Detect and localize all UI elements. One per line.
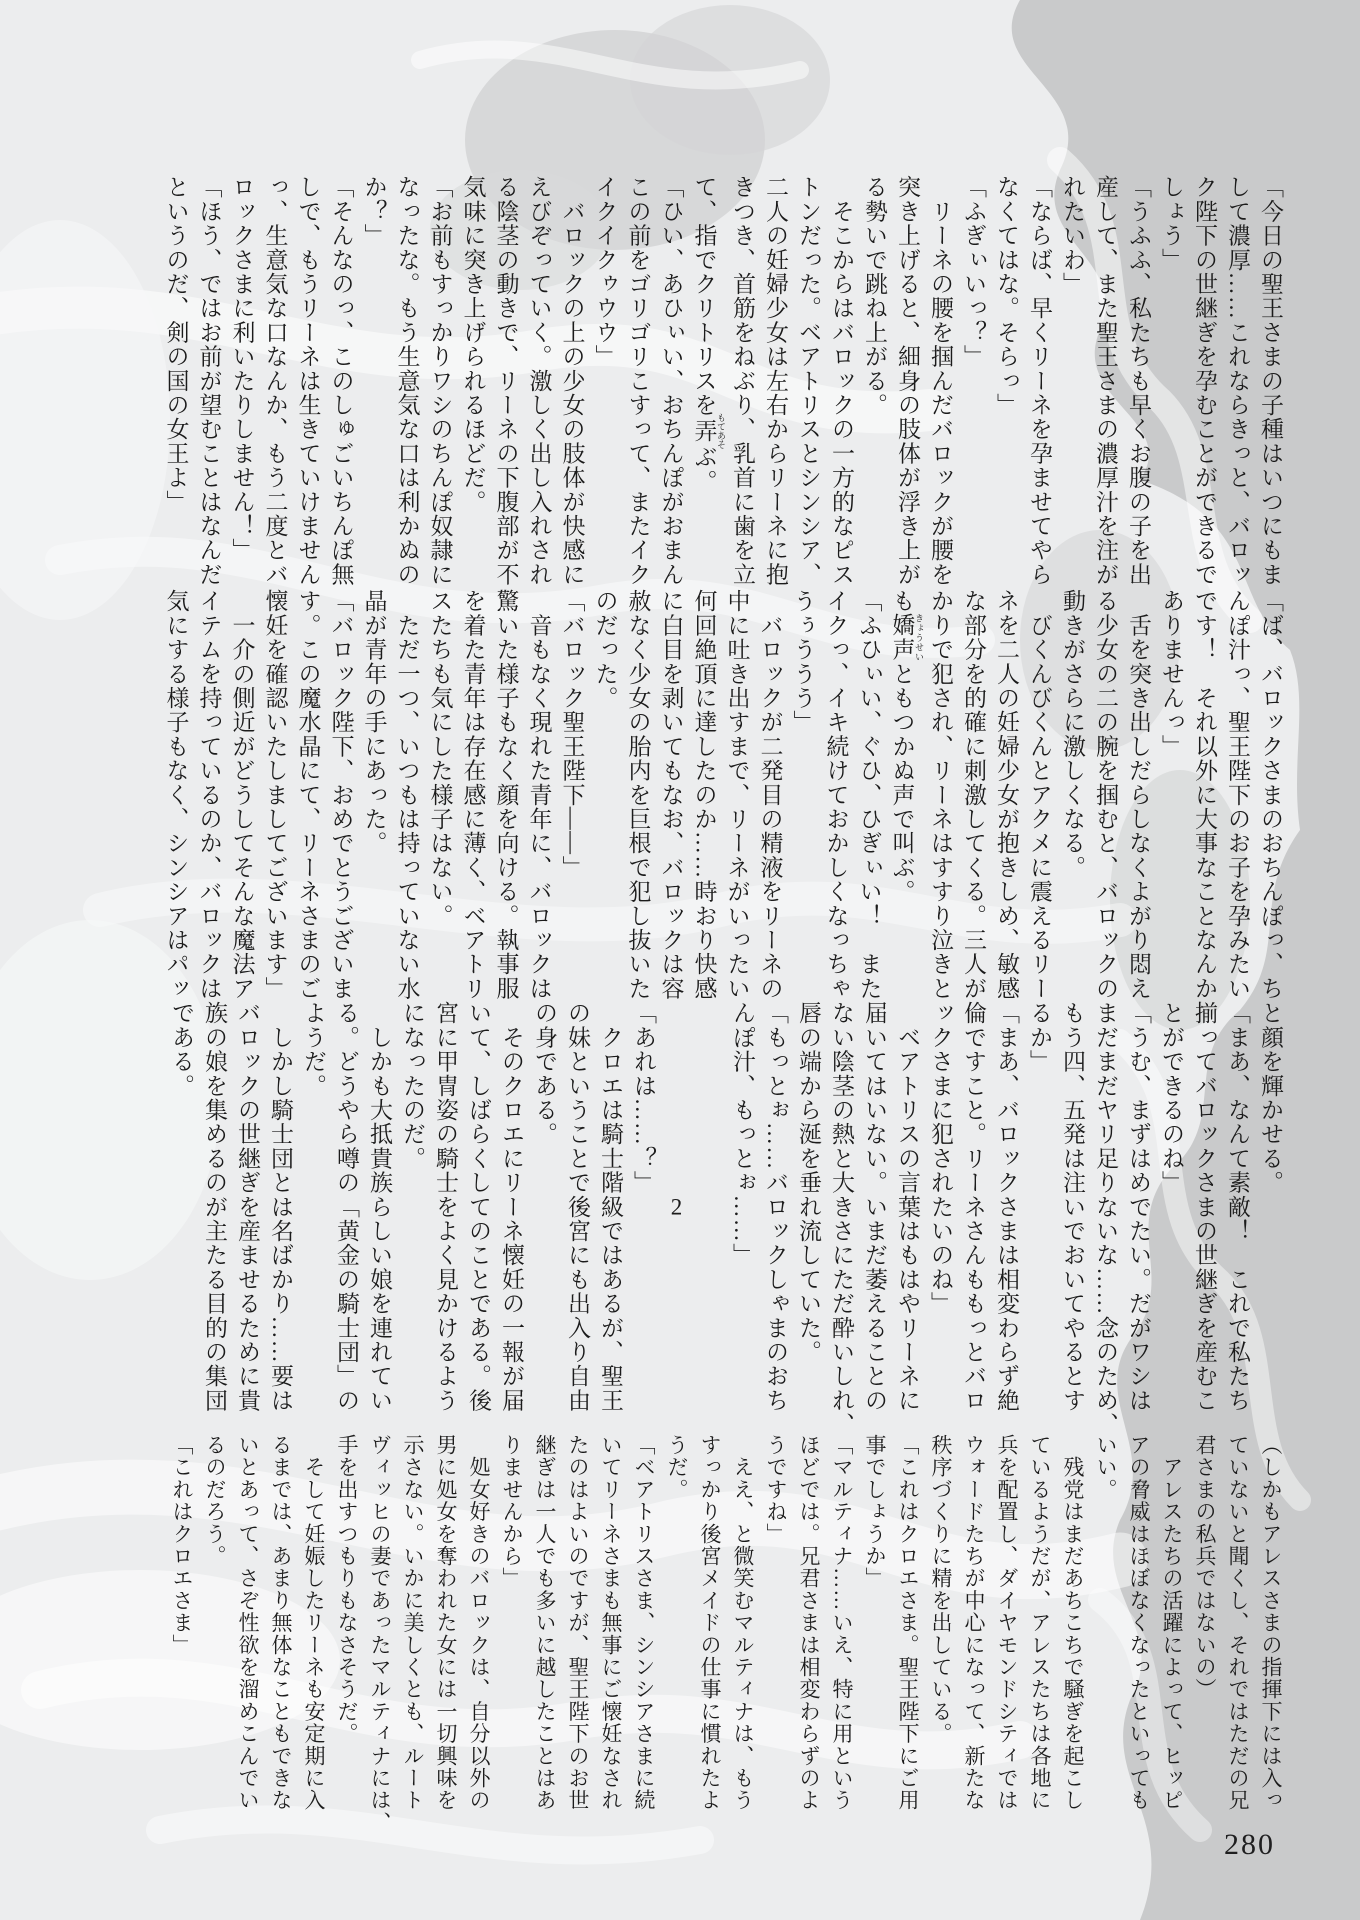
text-column: 「ふぎぃいっ？」 <box>961 175 986 369</box>
text-column: の妹ということで後宮にも出入り自由 <box>565 1001 590 1413</box>
text-column: そのクロエにリーネ懐妊の一報が届 <box>499 1001 524 1413</box>
text-column: （しかもアレスさまの指揮下には入っ <box>1259 1434 1283 1812</box>
text-column: ウォードたちが中心になって、新たな <box>962 1434 986 1812</box>
text-column: 「ほう、ではお前が望むことはなんだ <box>196 175 222 587</box>
text-column: アの脅威はほぼなくなったといっても <box>1127 1434 1151 1812</box>
text-column: ているようだが、アレスたちは各地に <box>1028 1434 1052 1812</box>
text-column: 示さない。いかに美しくとも、ルート <box>401 1434 425 1812</box>
page-number: 280 <box>1224 1828 1275 1861</box>
text-column: しかし騎士団とは名ばかり……要は <box>268 1001 293 1413</box>
text-column: 「お前もすっかりワシのちんぽ奴隷に <box>427 175 453 587</box>
text-column: 倫ですこと。リーネさんももっとバロ <box>961 1001 986 1413</box>
text-column: 「これはクロエさま」 <box>170 1434 194 1656</box>
text-column: きつき、首筋をねぶり、乳首に歯を立 <box>730 175 755 587</box>
text-column: りませんから」 <box>500 1434 524 1590</box>
text-column: 中に吐き出すまで、リーネがいったい <box>724 589 750 1001</box>
text-column: な部分を的確に刺激してくる。三人が <box>961 589 986 1001</box>
text-column: 処女好きのバロックは、自分以外の <box>467 1434 491 1812</box>
text-column: るのだろう。 <box>203 1434 227 1568</box>
text-column: 晶が青年の手にあった。 <box>361 589 387 856</box>
text-column: るか」 <box>1027 1001 1052 1074</box>
text-column: 二人の妊婦少女は左右からリーネに抱 <box>763 175 788 587</box>
text-column <box>693 1001 726 1412</box>
text-column: というのだ、剣の国の女王よ」 <box>163 175 189 514</box>
text-column: 君さまの私兵ではないの） <box>1193 1434 1217 1701</box>
text-column: っ、生意気な口なんか、もう二度とバ <box>262 175 288 587</box>
text-column: る勢いで跳ね上がる。 <box>862 175 887 417</box>
text-column: えびぞっていく。激しく出し入れされ <box>526 175 552 587</box>
text-column: しかも大抵貴族らしい娘を連れてい <box>367 1001 392 1413</box>
text-column: ネを二人の妊婦少女が抱きしめ、敏感 <box>994 589 1019 1001</box>
text-column: になったのだ。 <box>400 1001 425 1171</box>
text-column: そして妊娠したリーネも安定期に入 <box>302 1434 326 1812</box>
text-column: 驚いた様子もなく顔を向ける。執事服 <box>493 589 519 1001</box>
text-column: 宮に甲冑姿の騎士をよく見かけるよう <box>433 1001 458 1413</box>
text-column: 動きがさらに激しくなる。 <box>1060 589 1085 880</box>
text-column: そこからはバロックの一方的なピス <box>829 175 854 587</box>
text-column: ええ、と微笑むマルティナは、もう <box>731 1434 755 1812</box>
text-column: イクっ、イキ続けておかしくなっちゃ <box>823 589 849 1001</box>
text-column: ヴィッヒの妻であったマルティナには、 <box>368 1434 392 1834</box>
text-column: 舌を突き出しだらしなくよがり悶え <box>1126 589 1151 1001</box>
text-column: と顔を輝かせる。 <box>1258 1001 1283 1195</box>
text-column: して濃厚……これならきっと、バロッ <box>1225 175 1250 587</box>
text-column: 手を出すつもりもなさそうだ。 <box>335 1434 359 1745</box>
text-column: 「ば、バロックさまのおちんぽっ、ち <box>1258 589 1283 1001</box>
text-column: スたちも気にした様子はない。 <box>427 589 453 928</box>
text-column: ていないと聞くし、それではただの兄 <box>1226 1434 1250 1812</box>
text-column: 気にする様子もなく、シンシアはパッ <box>163 589 189 1001</box>
text-column: ロックさまに利いたりしません！」 <box>229 175 255 563</box>
text-column: 赦なく少女の胎内を巨根で犯し抜いた <box>625 589 651 1001</box>
text-column: 唇の端から涎を垂れ流していた。 <box>796 1001 821 1364</box>
text-column: 「バロック陛下、おめでとうございま <box>328 589 354 1001</box>
text-column: 2 <box>664 1194 689 1221</box>
text-column: 事でしょうか」 <box>863 1434 887 1590</box>
text-column: 「まあ、バロックさまは相変わらず絶 <box>994 1001 1019 1413</box>
text-column: 「ふひぃい、ぐひ、ひぎぃい！ また <box>856 589 882 1001</box>
text-column: るまでは、あまり無体なこともできな <box>269 1434 293 1812</box>
text-column: ックさまに犯されたいのね」 <box>928 1001 953 1316</box>
text-column: バロックが二発目の精液をリーネの <box>757 589 783 1001</box>
text-column: 「マルティナ……いえ、特に用という <box>830 1434 854 1812</box>
text-column: 「まあ、なんて素敵！ これで私たち <box>1225 1001 1250 1413</box>
text-column: 秩序づくりに精を出している。 <box>929 1434 953 1745</box>
text-column: ほどでは。兄君さまは相変わらずのよ <box>797 1434 821 1812</box>
text-band-2 <box>147 589 1287 1002</box>
text-column: いい。 <box>1094 1434 1118 1501</box>
text-column: トンだった。ベアトリスとシンシア、 <box>796 175 821 587</box>
text-column: 「あれは……？」 <box>631 1001 656 1195</box>
text-column: かりで犯され、リーネはすすり泣きと <box>928 589 953 1001</box>
text-column: うぅううう」 <box>790 589 816 735</box>
text-column: 男に処女を奪われた女には一切興味を <box>434 1434 458 1812</box>
text-column: クロエは騎士階級ではあるが、聖王 <box>598 1001 623 1413</box>
text-column: たのはよいのですが、聖王陛下のお世 <box>566 1434 590 1812</box>
text-column: 継ぎは一人でも多いに越したことはあ <box>533 1434 557 1812</box>
text-column: 「今日の聖王さまの子種はいつにもま <box>1258 175 1283 587</box>
text-column: うですね」 <box>764 1434 788 1545</box>
text-column: 音もなく現れた青年に、バロックは <box>526 589 552 1001</box>
text-column: る陰茎の動きで、リーネの下腹部が不 <box>493 175 519 587</box>
text-column: とができるのね」 <box>1159 1001 1184 1195</box>
text-column: である。 <box>169 1001 194 1098</box>
text-column: いとあって、さぞ性欲を溜めこんでい <box>236 1434 260 1812</box>
text-column: か？」 <box>361 175 387 248</box>
text-column: まだまだヤリ足りないな……念のため、 <box>1093 1001 1118 1437</box>
text-band-4 <box>147 1434 1287 1834</box>
text-column: いてリーネさまも無事にご懐妊なされ <box>599 1434 623 1812</box>
text-column: しょう」 <box>1159 175 1184 272</box>
text-column: 何回絶頂に達したのか……時おり快感 <box>691 589 717 1001</box>
text-column: 「ならば、早くリーネを孕ませてやら <box>1027 175 1052 587</box>
text-column: もう四、五発は注いでおいてやるとす <box>1060 1001 1085 1413</box>
text-column: なったな。もう生意気な口は利かぬの <box>394 175 420 587</box>
text-column: て、指でクリトリスを弄 もてあそぶ。 <box>691 175 726 494</box>
text-column: に白目を剥いてもなお、バロックは容 <box>658 589 684 1001</box>
text-column: す。この魔水晶にて、リーネさまのご <box>295 589 321 1001</box>
text-column: いて、しばらくしてのことである。後 <box>466 1001 491 1413</box>
text-column: バロックの世継ぎを産ませるために貴 <box>235 1001 260 1413</box>
text-column: ようだ。 <box>301 1001 326 1098</box>
text-column: イクイクゥウウ」 <box>592 175 618 369</box>
text-column: れたいわ」 <box>1060 175 1085 296</box>
text-column: 残党はまだあちこちで騒ぎを起こし <box>1061 1434 1085 1812</box>
text-column: んぽ汁、もっとぉ……」 <box>730 1001 755 1268</box>
text-column: なくてはな。そらっ」 <box>994 175 1019 417</box>
text-column: ただ一つ、いつもは持っていない水 <box>394 589 420 1001</box>
text-column: ありませんっ」 <box>1159 589 1184 759</box>
text-column: 兵を配置し、ダイヤモンドシティでは <box>995 1434 1019 1812</box>
text-band-1 <box>147 175 1287 590</box>
text-column: 揃ってバロックさまの世継ぎを産むこ <box>1192 1001 1217 1413</box>
text-column: 「ひい、あひぃい、おちんぽがおまん <box>658 175 684 587</box>
text-column: です！ それ以外に大事なことなんか <box>1192 589 1217 1001</box>
text-column: イテムを持っているのか、バロックは <box>196 589 222 1001</box>
text-column: 一介の側近がどうしてそんな魔法ア <box>229 589 255 1001</box>
text-column: んぽ汁っ、聖王陛下のお子を孕みたい <box>1225 589 1250 1001</box>
text-column: 懐妊を確認いたしましてございます」 <box>262 589 288 1001</box>
text-column: この前をゴリゴリこすって、またイク <box>625 175 651 587</box>
text-column: も嬌声 きょうせいともつかぬ声で叫ぶ。 <box>889 589 924 904</box>
text-column: 族の娘を集めるのが主たる目的の集団 <box>202 1001 227 1413</box>
text-column: 「バロック聖王陛下――」 <box>559 589 585 880</box>
text-column: びくんびくんとアクメに震えるリー <box>1027 589 1052 1001</box>
text-column: 「そんなのっ、このしゅごいちんぽ無 <box>328 175 354 587</box>
text-column: のだった。 <box>592 589 618 710</box>
text-column: リーネの腰を掴んだバロックが腰を <box>928 175 953 587</box>
text-column: うだ。 <box>665 1434 689 1501</box>
text-column: 「うむ、まずはめでたい。だがワシは <box>1126 1001 1151 1413</box>
text-column: 「うふふ、私たちも早くお腹の子を出 <box>1126 175 1151 587</box>
text-column: ク陛下の世継ぎを孕むことができるで <box>1192 175 1217 587</box>
text-column: すっかり後宮メイドの仕事に慣れたよ <box>698 1434 722 1812</box>
text-column: 「これはクロエさま。聖王陛下にご用 <box>896 1434 920 1812</box>
text-column: 届いてはいない。いまだ萎えることの <box>862 1001 887 1413</box>
text-column: ない陰茎の熱と大きさにただ酔いしれ、 <box>829 1001 854 1437</box>
text-column: アレスたちの活躍によって、ヒッピ <box>1160 1434 1184 1812</box>
text-column: 突き上げると、細身の肢体が浮き上が <box>895 175 920 587</box>
text-column: 「ベアトリスさま、シンシアさまに続 <box>632 1434 656 1812</box>
text-column: 産して、また聖王さまの濃厚汁を注が <box>1093 175 1118 587</box>
text-column: 気味に突き上げられるほどだ。 <box>460 175 486 514</box>
text-column: バロックの上の少女の肢体が快感に <box>559 175 585 587</box>
text-column: 「もっとぉ……バロックしゃまのおち <box>763 1001 788 1413</box>
text-column: る少女の二の腕を掴むと、バロックの <box>1093 589 1118 1001</box>
text-column: ベアトリスの言葉はもはやリーネに <box>895 1001 920 1413</box>
text-column: る。どうやら噂の「黄金の騎士団」の <box>334 1001 359 1413</box>
text-band-3 <box>147 1001 1287 1437</box>
text-column: の身である。 <box>532 1001 557 1147</box>
text-column: を着た青年は存在感に薄く、ベアトリ <box>460 589 486 1001</box>
text-column: しで、もうリーネは生きていけません <box>295 175 321 587</box>
